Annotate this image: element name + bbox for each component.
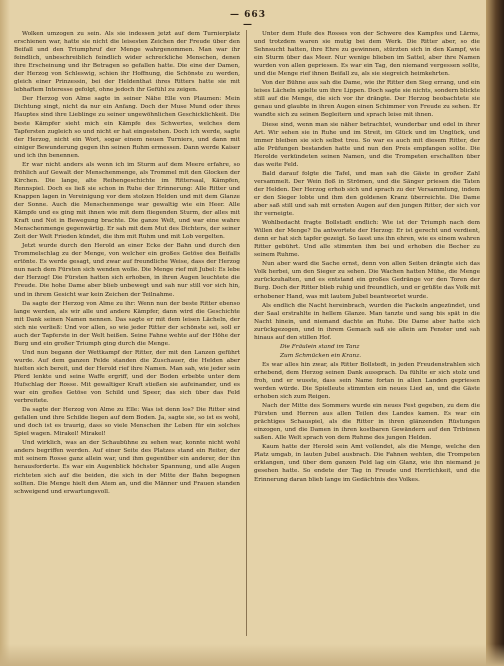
right-text-column (254, 30, 480, 642)
paragraph: Diese sind, wenn man sie näher betrachtet, wunderbar und edel in ihrer Art. Wir sehen sie in Ruhe und im Streit, im Glück und im Unglück, und immer bleiben sie sich selbst treu. So war es auch mit diesem Ritter, der alle Prüfungen bestanden hatte und nun den Preis empfangen sollte. Die Herolde verkündeten seinen Namen, und die Trompeten erschallten über das weite Feld. (254, 121, 480, 168)
paragraph: Bald darauf folgte die Tafel, und man sah die Gäste in großer Zahl versammelt. Der Wein floß in Strömen, und die Sänger priesen die Taten der Helden. Der Herzog erhob sich und sprach zu der Versammlung, indem er den Sieger lobte und ihm den goldenen Kranz überreichte. Die Dame aber saß still und sah mit ernsten Augen auf den jungen Ritter, der sich vor ihr verneigte. (254, 170, 480, 218)
paragraph: Und nun begann der Wettkampf der Ritter, der mit den Lanzen geführt wurde. Auf dem ganzen Felde standen die Zuschauer, die Helden aber hielten sich bereit, und der Herold rief ihre Namen. Man sah, wie jeder sein Pferd lenkte und seine Waffe ergriff, und der Boden erbebte unter dem Hufschlag der Rosse. Mit gewaltiger Kraft stießen sie aufeinander, und es war ein großes Getöse von Schild und Speer, das sich über das Feld verbreitete. (14, 349, 240, 405)
paragraph: Als endlich die Nacht hereinbrach, wurden die Fackeln angezündet, und der Saal erstrahlte in hellem Glanze. Man tanzte und sang bis spät in die Nacht hinein, und niemand dachte an Ruhe. Die Dame aber hatte sich zurückgezogen, und in ihrem Gemach saß sie allein am Fenster und sah hinaus auf den stillen Hof. (254, 302, 480, 341)
paragraph: Nach der Mitte des Sommers wurde ein neues Fest gegeben, zu dem die Fürsten und Herren aus allen Teilen des Landes kamen. Es war ein prächtiges Schauspiel, als die Ritter in ihren glänzenden Rüstungen einzogen, und die Damen in ihren kostbaren Gewändern auf den Tribünen saßen. Alle Welt sprach von dem Ruhme des jungen Helden. (254, 403, 480, 442)
paragraph: Wohlbedacht fragte Bollstadt endlich: Wie ist der Triumph nach dem Willen der Menge? Da antwortete der Herzog: Er ist gerecht und verdient, denn er hat sich tapfer gezeigt. So lasst uns ihn ehren, wie es einem wahren Ritter gebührt. Und alle stimmten ihm bei und erhoben die Becher zu seinem Ruhme. (254, 220, 480, 259)
column-divider (246, 30, 247, 636)
paragraph: Von der Bühne aus sah die Dame, wie ihr Ritter den Sieg errang, und ein leises Lächeln spielte um ihre Lippen. Doch sagte sie nichts, sondern blickte still auf die Menge, die sich vor ihr drängte. Der Herzog beobachtete sie genau und glaubte in ihren Augen einen Schimmer von Freude zu sehen. Er wandte sich zu seinen Begleitern und sprach leise mit ihnen. (254, 80, 480, 119)
paragraph: Kaum hatte der Herold sein Amt vollendet, als die Menge, welche den Platz umgab, in lauten Jubel ausbrach. Die Fahnen wehten, die Trompeten erklangen, und über dem ganzen Feld lag ein Glanz, wie ihn niemand je gesehen hatte. So endete der Tag in Freude und Herrlichkeit, und die Erinnerung daran blieb lange im Gedächtnis des Volkes. (254, 444, 480, 483)
left-text-column (14, 30, 240, 642)
paragraph: Jetzt wurde durch den Herold an einer Ecke der Bahn und durch den Trommelschlag zu der Menge, von welcher ein großes Getöse des Beifalls ertönte. Es werde gesagt, und zwar auf freundliche Weise, dass der Herzog nun nach dem Fürsten sich wenden wolle. Die Menge rief mit Jubel: Es lebe der Herzog! Die Fürsten hatten sich erhoben, in ihren Augen leuchtete die Freude. Die hohe Dame aber blieb unbewegt und sah nur still vor sich hin, und in ihrem Gesicht war kein Zeichen der Teilnahme. (14, 243, 240, 298)
book-spine (486, 0, 504, 666)
paragraph: Nun aber ward die Sache ernst, denn von allen Seiten drängte sich das Volk herbei, um den Sieger zu sehen. Die Wachen hatten Mühe, die Menge zurückzuhalten, und es entstand ein großes Gedränge vor den Toren der Burg. Doch der Ritter blieb ruhig und freundlich, und er grüßte das Volk mit erhobener Hand, was mit lautem Jubel beantwortet wurde. (254, 261, 480, 300)
paragraph: Er war nicht anders als wenn ich im Sturm auf dem Meere erfahre, so fröhlich auf Gewalt der Menschenmenge, als Trommel mit den Glocken der Kirchen. Die lange, alte Reihengeschichte im Rittersaal, Kämpfen, Rennspiel. Doch es ließ sie schon in Ruhe der Erinnerung: Alle Ritter und Knappen lagen in Vereinigung vor dem stolzen Helden und mit dem Glanze der Sonne. Auch die Menschenmenge war gewaltig wie ein Heer. Alle Kämpfe und es ging mit ihnen wie mit dem fliegenden Sturm, der alles mit Kraft und Not in Bewegung brachte. Die ganze Welt, und war eine wahre Menschenmenge gegenwärtig. Er sah mit dem Mut des Dichters, der seiner Zeit der Welt Frieden kündet, die ihm mit Ruhm und mit Lob vergelten. (14, 161, 240, 241)
paragraph: Und wirklich, was an der Schaubühne zu sehen war, konnte nicht wohl anders begriffen werden. Auf einer Seite des Platzes stand ein Reiter, der mit seinem Rosse ganz allein war, und ihm gegenüber ein anderer, der ihn herausforderte. Es war ein Augenblick höchster Spannung, und alle Augen richteten sich auf die beiden, die sich in der Mitte der Bahn begegnen sollten. Die Menge hielt den Atem an, und die Männer und Frauen standen schweigend und erwartungsvoll. (14, 440, 240, 495)
page-bottom-shade (0, 644, 504, 666)
paragraph: Da sagte der Herzog von Alme zu Elle: Was ist denn los? Die Ritter sind gefallen und ihre Schilde liegen auf dem Boden. Ja, sagte sie, so ist es wohl, und doch ist es traurig, dass so viele Menschen ihr Leben für ein solches Spiel wagen. Mirakel! Mirakel! (14, 407, 240, 438)
paragraph: Da sagte der Herzog von Alme zu ihr: Wenn nun der beste Ritter ebenso lange werden, als wir alle und andere Kämpfer, dann wird die Geschichte mit Dank seinen Namen nennen. Das sagte er mit dem leisen Lächeln, der sich nie verließ: Und vor allen, so wie jeder Ritter der schönste sei, soll er auch der Tapferste in der Welt heißen. Seine Fahne wehte auf der Höhe der Burg und ein großer Triumph ging durch die Menge. (14, 300, 240, 347)
paragraph: Es war alles hin zwar, als Ritter Bollstedt, in jeden Freudenstrahlen sich erhebend, dem Herzog seinen Dank aussprach. Da fühlte er sich stolz und froh, und er wusste, dass sein Name fortan in allen Landen gepriesen werden würde. Die Spielleute stimmten ein neues Lied an, und die Gäste erhoben sich zum Reigen. (254, 361, 480, 401)
paragraph: Unter dem Hufe des Rosses von der Schwere des Kampfes und Lärms, und trotzdem waren sie mutig bei dem Werk. Die Ritter aber, so die Sehnsucht hatten, ihre Ehre zu gewinnen, stürzten sich in den Kampf, wie ein Sturm über das Meer. Nur wenige blieben im Sattel, aber ihre Namen wurden von allen gepriesen. Es war ein Tag, den niemand vergessen sollte, und die Menge rief ihnen Beifall zu, als sie siegreich heimkehrten. (254, 31, 480, 78)
page-number: — 663 — (230, 10, 266, 30)
verse-line: Die Fräulein stand im Tanz (280, 343, 360, 350)
paragraph: Wolken umzogen zu sein. Als sie indessen jetzt auf dem Turnierplatz erschienen war, hatte sie nicht die leisesten Zeichen der Freude über den Beifall und den Triumphruf der Menge wahrgenommen. Man war ihr feindlich, unbeschreiblich feindlich wider schreckliche Menschen, denen ihre Erscheinung und ihr Betragen so gefallen hatte. Die eine der Damen, der Herzog von Schleswig, schien ihr Hoffnung, die Schönste zu werden, gleich einer Prinzessin, bei der Heldenthat ihres Ritters hatte sie mit lebhaftem Interesse gefolgt, ohne jedoch ihr Gefühl zu zeigen. (14, 31, 240, 94)
verse-line: Zum Schmücken ein Kranz. (280, 352, 362, 359)
paragraph: Der Herzog von Alme sagte in seiner Nähe Elle von Plaumen: Mein Dichtung singt, nicht da nur ein Anfang. Doch der Muse Mund oder ihres Hauptes sind ihre Lieblinge zu seiner ungewöhnlichen Geschicklichkeit. Die beste Kämpfer sieht mich ein Kämpfe des Schwertes, welches dem Tapfersten zugleich so und nicht er hat eingestehen. Doch ich werde, sagte der Herzog, nicht ein Wort, sogar einem neuen Turniers, und dann mit einiger Bewunderung gegen ihn seinen Ruhm ermessen. Dann werde Kaiser und ich ihn benennen. (14, 96, 240, 159)
page-left-edge (0, 0, 10, 666)
